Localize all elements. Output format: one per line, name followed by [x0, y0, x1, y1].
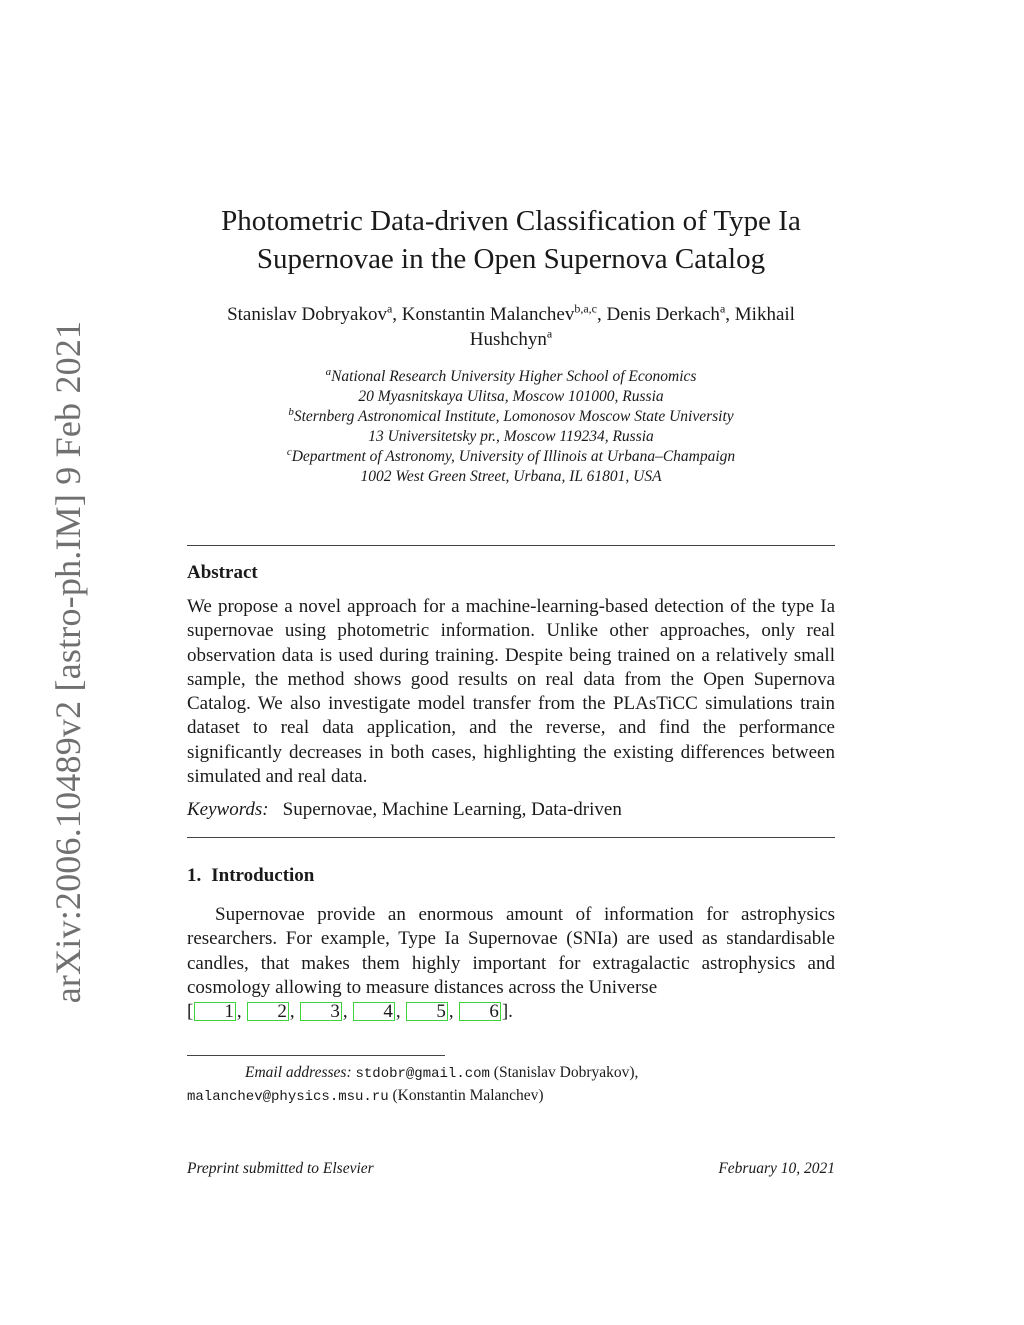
email-owner: (Stanislav Dobryakov),	[493, 1064, 639, 1081]
abstract-top-rule	[187, 545, 835, 546]
citation-link[interactable]: 1	[194, 1002, 236, 1021]
citation-link[interactable]: 3	[300, 1002, 342, 1021]
footnote-label: Email addresses:	[245, 1064, 352, 1081]
affiliation-name: $^a$National Research University Higher School of Economics	[325, 365, 697, 385]
affiliation-address: 20 Myasnitskaya Ulitsa, Moscow 101000, Russia	[358, 388, 664, 405]
preprint-date: February 10, 2021	[718, 1160, 835, 1177]
author-list: Stanislav Dobryakov$^a$, Konstantin Malanchev$^{b,a,c}$, Denis Derkach$^a$, Mikhail Hushchyn$^a$	[227, 301, 795, 350]
title-line-1: Photometric Data-driven Classification of Type Ia	[221, 205, 801, 237]
citation-link[interactable]: 6	[459, 1002, 501, 1021]
keywords-label: Keywords:	[187, 799, 269, 820]
affiliation-name: $^c$Department of Astronomy, University of Illinois at Urbana–Champaign	[286, 445, 736, 465]
paper-title	[187, 202, 835, 278]
affiliations	[187, 367, 835, 487]
author: Konstantin Malanchev$^{b,a,c}$	[401, 301, 597, 325]
preprint-note: Preprint submitted to Elsevier	[187, 1160, 374, 1177]
footnote-rule	[187, 1055, 445, 1056]
section-number: 1.	[187, 865, 202, 886]
arxiv-identifier: arXiv:2006.10489v2 [astro-ph.IM] 9 Feb 2021	[48, 320, 88, 1004]
section-title: Introduction	[211, 865, 315, 886]
affiliation-address: 1002 West Green Street, Urbana, IL 61801, USA	[360, 468, 662, 485]
affiliation-name: $^b$Sternberg Astronomical Institute, Lomonosov Moscow State University	[288, 405, 734, 425]
abstract-bottom-rule	[187, 837, 835, 838]
citation-link[interactable]: 2	[247, 1002, 289, 1021]
author: Stanislav Dobryakov$^a$	[227, 301, 393, 325]
citation-link[interactable]: 5	[406, 1002, 448, 1021]
email-link[interactable]: stdobr@gmail.com	[355, 1066, 490, 1082]
affiliation-address: 13 Universitetsky pr., Moscow 119234, Russia	[368, 428, 654, 445]
title-line-2: Supernovae in the Open Supernova Catalog	[256, 243, 766, 275]
abstract-text: We propose a novel approach for a machine-learning-based detection of the type Ia supernovae using photometric information. Unlike other approaches, only real observation data is used during training. Despite being trained on a relatively small sample, the method shows good results on real data from the Open Supernova Catalog. We also investigate model transfer from the PLAsTiCC simulations train dataset to real data application, and the reverse, and find the performance significantly decreases in both cases, highlighting the existing differences between simulated and real data.	[187, 596, 835, 788]
email-owner: (Konstantin Malanchev)	[392, 1087, 544, 1104]
keywords-value: Supernovae, Machine Learning, Data-driven	[282, 799, 622, 820]
email-link[interactable]: malanchev@physics.msu.ru	[187, 1089, 389, 1105]
footnote	[187, 1062, 835, 1108]
introduction-paragraph: Supernovae provide an enormous amount of information for astrophysics researchers. For example, Type Ia Supernovae (SNIa) are used as standardisable candles, that makes them highly important for extragalactic astrophysics and cosmology allowing to measure distances across the Universe [ 1 , 2 , 3 , 4 , 5 , 6 ].	[187, 904, 835, 1023]
author: Denis Derkach$^a$	[606, 301, 726, 325]
keywords	[187, 798, 835, 822]
citation-link[interactable]: 4	[353, 1002, 395, 1021]
section-heading	[187, 865, 314, 887]
author: Mikhail Hushchyn$^a$	[469, 304, 795, 350]
abstract-heading: Abstract	[187, 562, 258, 583]
